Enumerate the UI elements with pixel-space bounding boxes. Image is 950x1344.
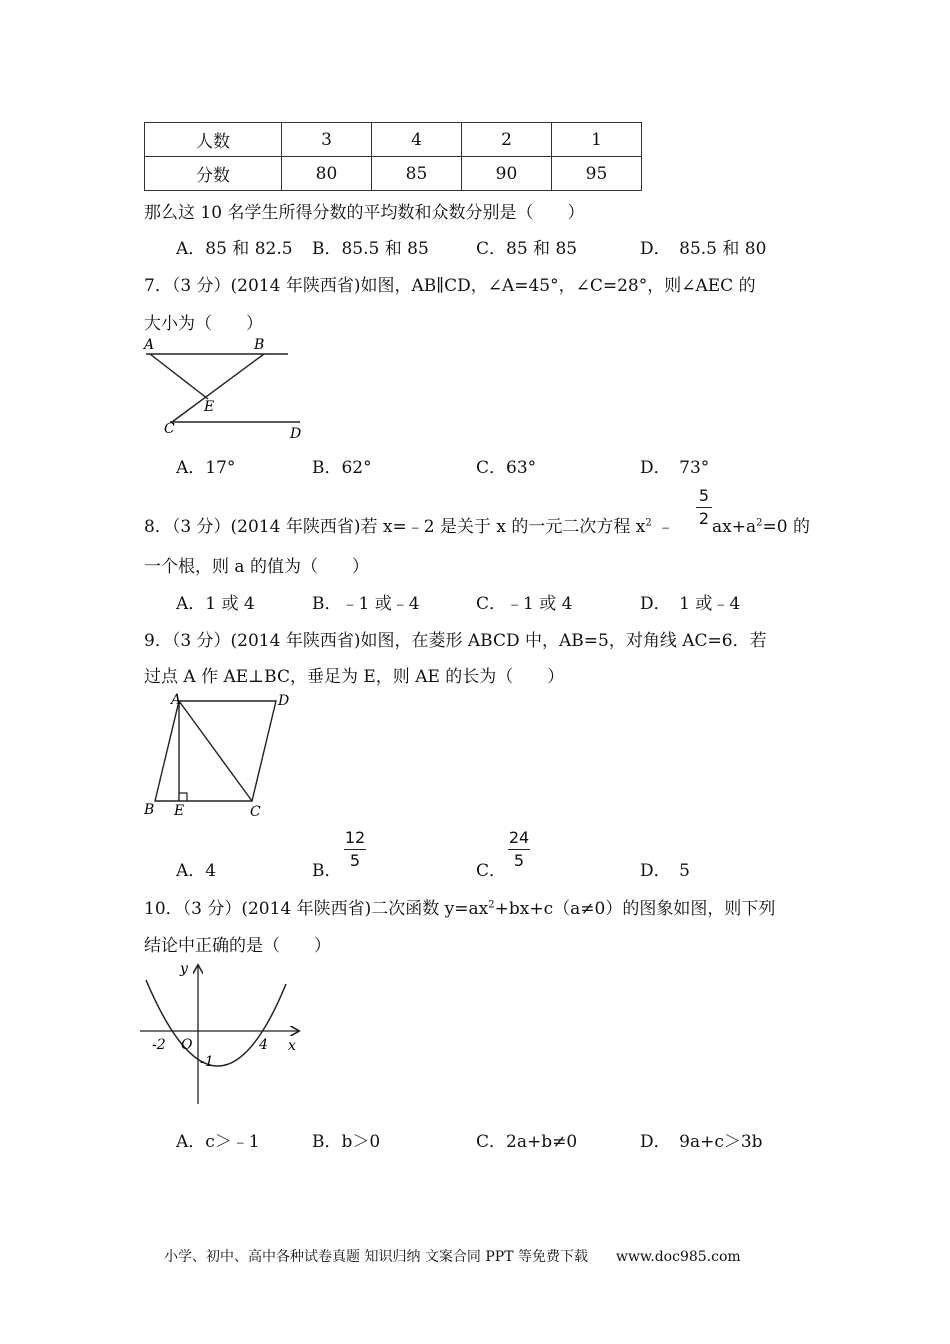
- table-cell: 4: [372, 123, 462, 157]
- label-B: B: [144, 802, 155, 818]
- axis-label-y: y: [180, 961, 188, 977]
- q8-stem-line1: [144, 512, 674, 537]
- label-C: C: [250, 804, 261, 820]
- q7-figure: [140, 334, 310, 444]
- table-cell: 3: [282, 123, 372, 157]
- q8-text-c: =0 的: [762, 517, 810, 537]
- fraction-denominator: 2: [698, 509, 710, 528]
- q10-option-b[interactable]: B．b＞0: [312, 1132, 381, 1152]
- q10-option-c[interactable]: C．2a+b≠0: [476, 1132, 578, 1152]
- q9-option-c-prefix: C．: [476, 861, 507, 881]
- q10-stem-line2: 结论中正确的是（ ）: [144, 936, 331, 956]
- table-cell: 80: [282, 157, 372, 191]
- superscript: 2: [645, 517, 652, 529]
- q10-option-a[interactable]: A．c＞﹣1: [176, 1132, 260, 1152]
- table-row: [145, 157, 642, 191]
- score-table: [144, 122, 642, 191]
- superscript: 2: [488, 899, 495, 911]
- q7-option-d[interactable]: D． 73°: [640, 458, 710, 478]
- label-A: A: [144, 337, 155, 353]
- fraction-denominator: 5: [513, 851, 525, 870]
- q6-option-a[interactable]: A．85 和 82.5: [176, 239, 293, 259]
- fraction-numerator: 5: [698, 486, 710, 505]
- q9-option-b-prefix: B．: [312, 861, 342, 881]
- q7-option-c[interactable]: C．63°: [476, 458, 537, 478]
- q10-parabola-graph: [140, 958, 310, 1108]
- table-cell: 95: [552, 157, 642, 191]
- label-B: B: [254, 337, 265, 353]
- q10-stem-line1: [144, 894, 775, 919]
- label-D: D: [278, 693, 290, 709]
- q9-option-b[interactable]: [312, 856, 342, 881]
- q8-option-a[interactable]: A．1 或 4: [176, 594, 255, 614]
- minus-sign: ﹣: [657, 517, 675, 537]
- q9-figure: [140, 690, 300, 822]
- fraction-bar: [344, 849, 366, 850]
- label-E: E: [174, 803, 185, 819]
- tick-label-neg2: -2: [152, 1037, 166, 1053]
- table-cell: 85: [372, 157, 462, 191]
- table-cell: 人数: [145, 123, 282, 157]
- q6-option-c[interactable]: C．85 和 85: [476, 239, 578, 259]
- q9-option-a[interactable]: A．4: [176, 861, 217, 881]
- q7-stem-line2: 大小为（ ）: [144, 314, 263, 334]
- q7-option-a[interactable]: A．17°: [176, 458, 236, 478]
- q8-stem-line2: 一个根，则 a 的值为（ ）: [144, 557, 369, 577]
- table-cell: 2: [462, 123, 552, 157]
- q6-option-b[interactable]: B．85.5 和 85: [312, 239, 429, 259]
- tick-label-neg1: -1: [200, 1054, 214, 1070]
- q10-text-a: 10．（3 分）(2014 年陕西省)二次函数 y=ax: [144, 899, 489, 919]
- table-row: [145, 123, 642, 157]
- label-C: C: [164, 421, 175, 437]
- fraction-twelve-fifths: [344, 829, 366, 870]
- axis-label-x: x: [288, 1038, 296, 1054]
- label-D: D: [290, 426, 302, 442]
- table-cell: 1: [552, 123, 642, 157]
- q6-stem: 那么这 10 名学生所得分数的平均数和众数分别是（ ）: [144, 203, 585, 223]
- q8-stem-line1-tail: [712, 512, 810, 537]
- label-A: A: [171, 692, 182, 708]
- page-footer: 小学、初中、高中各种试卷真题 知识归纳 文案合同 PPT 等免费下载 www.doc985.com: [164, 1249, 741, 1265]
- label-E: E: [204, 399, 215, 415]
- q9-stem-line1: 9．（3 分）(2014 年陕西省)如图，在菱形 ABCD 中，AB=5，对角线 AC=6．若: [144, 631, 767, 651]
- q7-option-b[interactable]: B．62°: [312, 458, 372, 478]
- q9-stem-line2: 过点 A 作 AE⊥BC，垂足为 E，则 AE 的长为（ ）: [144, 667, 565, 687]
- fraction-numerator: 12: [344, 828, 366, 847]
- q9-option-c[interactable]: [476, 856, 506, 881]
- superscript: 2: [756, 517, 763, 529]
- fraction-denominator: 5: [349, 851, 361, 870]
- q7-stem-line1: 7．（3 分）(2014 年陕西省)如图，AB∥CD，∠A=45°，∠C=28°，则∠AEC 的: [144, 276, 756, 296]
- fraction-bar: [508, 849, 530, 850]
- q6-option-d[interactable]: D． 85.5 和 80: [640, 239, 767, 259]
- q8-text-a: 8．（3 分）(2014 年陕西省)若 x=﹣2 是关于 x 的一元二次方程 x: [144, 517, 646, 537]
- q10-option-d[interactable]: D． 9a+c＞3b: [640, 1132, 763, 1152]
- q10-text-b: +bx+c（a≠0）的图象如图，则下列: [494, 899, 776, 919]
- q8-text-b: ax+a: [712, 517, 757, 537]
- table-cell: 分数: [145, 157, 282, 191]
- fraction-twentyfour-fifths: [508, 829, 530, 870]
- q8-option-d[interactable]: D． 1 或﹣4: [640, 594, 741, 614]
- tick-label-4: 4: [259, 1037, 268, 1053]
- q8-option-c[interactable]: C．﹣1 或 4: [476, 594, 573, 614]
- q8-option-b[interactable]: B．﹣1 或﹣4: [312, 594, 420, 614]
- fraction-bar: [696, 507, 712, 508]
- table-cell: 90: [462, 157, 552, 191]
- fraction-numerator: 24: [508, 828, 530, 847]
- fraction-five-halves: [696, 487, 712, 528]
- q9-option-d[interactable]: D． 5: [640, 861, 690, 881]
- origin-label: O: [181, 1037, 193, 1053]
